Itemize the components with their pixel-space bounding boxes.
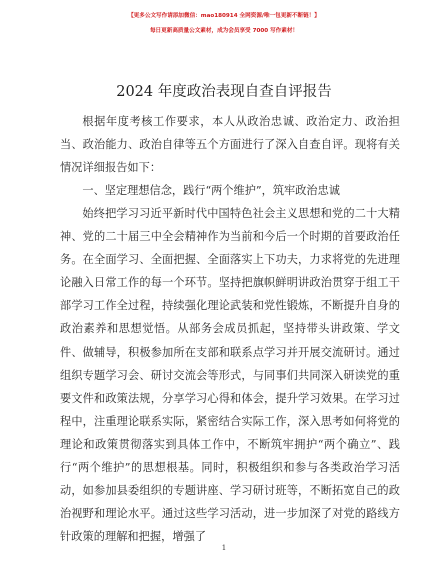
- promo-banner-line-2: 每日更新高质量公文素材，成为会员享受 7000 写作素材！: [149, 28, 299, 34]
- section-1-paragraph: 始终把学习习近平新时代中国特色社会主义思想和党的二十大精神、党的二十届三中全会精神作为当前和今后一个时期的首要政治任务。在全面学习、全面把握、全面落实上下功夫，力求将党的先进理论融入日常工作的每一个环节。坚持把旗帜鲜明讲政治贯穿于组工干部学习工作全过程，持续强化理论武装和党性锻炼，不断提升自身的政治素养和思想觉悟。从部务会成员抓起，坚持带头讲政策、学文件、做辅导，积极参加所在支部和联系点学习并开展交流研讨。通过组织专题学习会、研讨交流会等形式，与同事们共同深入研读党的重要文件和政策法规，分享学习心得和体会，提升学习效果。在学习过程中，注重理论联系实际，紧密结合实际工作，深入思考如何将党的理论和政策贯彻落实到具体工作中，不断筑牢拥护“两个确立”、践行“两个维护”的思想根基。同时，积极组织和参与各类政治学习活动，如参加县委组织的专题讲座、学习研讨班等，不断拓宽自己的政治视野和理论水平。通过这些学习活动，进一步加深了对党的路线方针政策的理解和把握，增强了: [60, 207, 400, 544]
- intro-paragraph: 根据年度考核工作要求，本人从政治忠诚、政治定力、政治担当、政治能力、政治自律等五个方面进行了深入自查自评。现将有关情况详细报告如下：: [60, 115, 400, 175]
- section-heading-1: 一、坚定理想信念，践行“两个维护”，筑牢政治忠诚: [82, 184, 340, 197]
- promo-banner: [0, 10, 448, 37]
- page-number: 1: [221, 544, 227, 552]
- document-title: 2024 年度政治表现自查自评报告: [116, 84, 332, 100]
- promo-banner-line-1: 【更多公文写作请添加微信：mao180914 全网资源/唯一包更新不断链！】: [128, 13, 320, 19]
